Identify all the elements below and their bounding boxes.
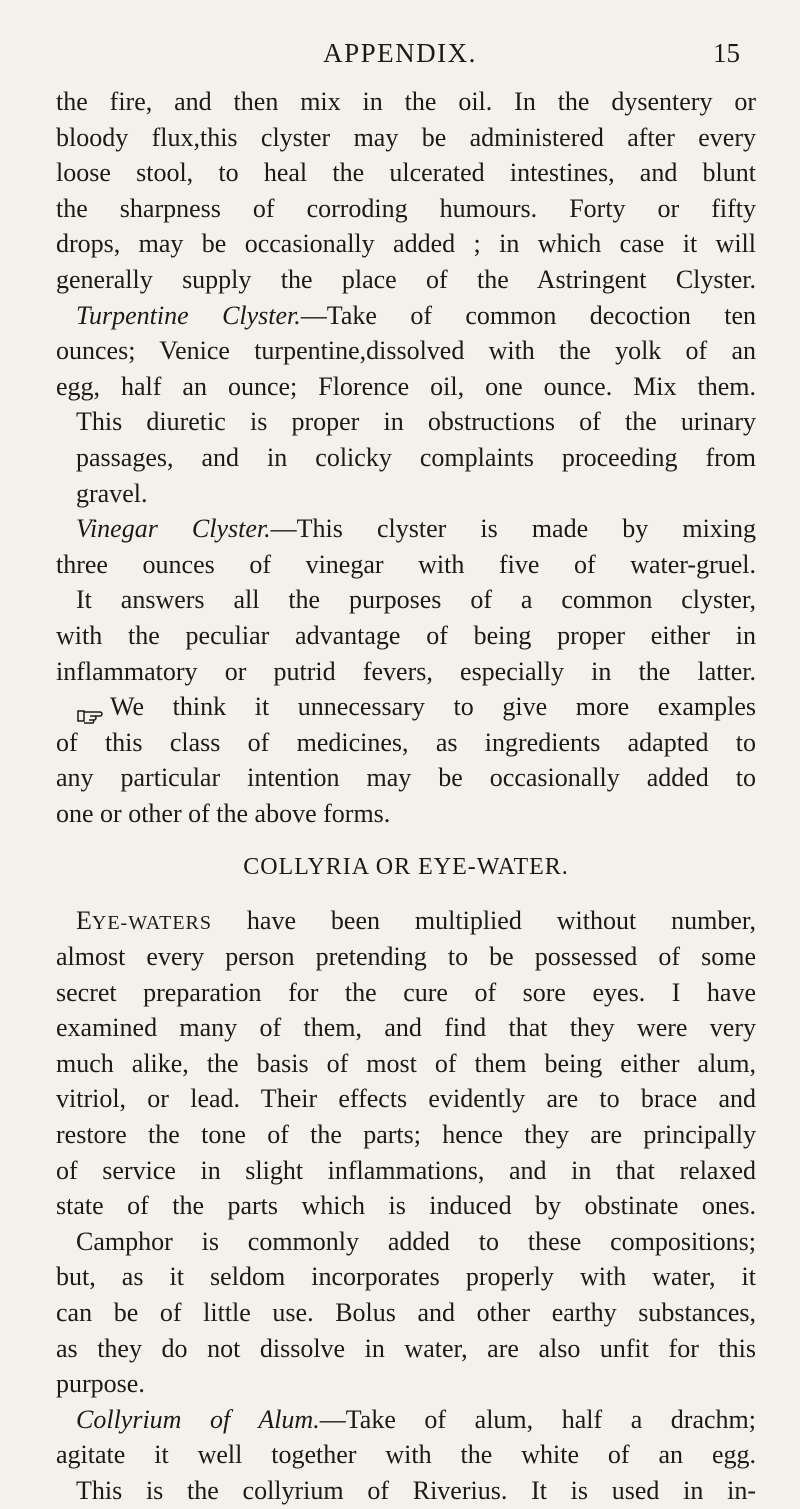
recipe-title: Vinegar Clyster.: [76, 514, 271, 544]
text-line: inflammatory or putrid fevers, especially in the latter.: [56, 656, 756, 686]
text-line: This diuretic is proper in obstructions of the urinary: [76, 407, 756, 437]
text-line: the fire, and then mix in the oil. In the dysentery or: [56, 87, 756, 116]
recipe-title: Collyrium of Alum.: [76, 1404, 320, 1434]
text-line: as they do not dissolve in water, are also unfit for this: [56, 1333, 756, 1363]
text-line: restore the tone of the parts; hence they are principally: [56, 1120, 756, 1150]
text-line: passages, and in colicky complaints proceeding from: [76, 442, 756, 472]
text-line: much alike, the basis of most of them being either alum,: [56, 1048, 756, 1078]
text-line: drops, may be occasionally added ; in which case it will: [56, 229, 756, 259]
text-line: can be of little use. Bolus and other earthy substances,: [56, 1298, 756, 1327]
text-line: gravel.: [76, 478, 148, 508]
text-line: This is the collyrium of Riverius. It is used in in-: [76, 1475, 756, 1505]
text-line: [56, 1402, 756, 1438]
small-caps-lead: YE-WATERS: [91, 912, 212, 935]
small-caps-lead-cap: E: [76, 906, 92, 936]
text-span: —Take of alum, half a drachm;: [319, 1404, 756, 1434]
text-line: ounces; Venice turpentine,dissolved with the yolk of an: [56, 336, 756, 366]
text-line: agitate it well together with the white of an egg.: [56, 1440, 756, 1470]
page-header: [0, 38, 800, 72]
text-line: almost every person pretending to be possessed of some: [56, 942, 756, 972]
text-line: [56, 689, 756, 725]
text-line: one or other of the above forms.: [56, 798, 391, 828]
text-line: the sharpness of corroding humours. Forty or fifty: [56, 193, 756, 223]
text-line: generally supply the place of the Astringent Clyster.: [56, 264, 756, 294]
text-span: —This clyster is made by mixing: [270, 514, 756, 544]
text-line: [56, 903, 756, 939]
text-line: secret preparation for the cure of sore eyes. I have: [56, 977, 756, 1007]
text-line: any particular intention may be occasionally added to: [56, 763, 756, 793]
text-line: of service in slight inflammations, and in that relaxed: [56, 1155, 756, 1185]
text-line: bloody flux,this clyster may be administered after every: [56, 122, 756, 152]
text-line: three ounces of vinegar with five of water-gruel.: [56, 549, 756, 579]
text-line: egg, half an ounce; Florence oil, one ounce. Mix them.: [56, 371, 756, 401]
body-text: [56, 84, 756, 1509]
text-line: but, as it seldom incorporates properly with water, it: [56, 1262, 756, 1292]
text-span: have been multiplied without number,: [212, 906, 756, 936]
text-line: purpose.: [56, 1369, 145, 1399]
spacer: [56, 889, 756, 903]
text-line: of this class of medicines, as ingredients adapted to: [56, 727, 756, 757]
text-line: [56, 298, 756, 334]
text-line: Camphor is commonly added to these compositions;: [76, 1226, 756, 1256]
text-line: vitriol, or lead. Their effects evidently are to brace and: [56, 1084, 756, 1114]
page-number: 15: [713, 38, 740, 68]
section-heading: COLLYRIA OR EYE-WATER.: [243, 854, 569, 881]
text-line: [56, 511, 756, 547]
text-span: —Take of common decoction ten: [300, 300, 756, 330]
text-line: It answers all the purposes of a common clyster,: [76, 585, 756, 615]
text-span: We think it unnecessary to give more examples: [110, 692, 756, 722]
recipe-title: Turpentine Clyster.: [76, 300, 301, 330]
text-line: state of the parts which is induced by obstinate ones.: [56, 1191, 756, 1221]
text-line: examined many of them, and find that they were very: [56, 1013, 756, 1043]
text-line: loose stool, to heal the ulcerated intestines, and blunt: [56, 158, 756, 188]
text-line: with the peculiar advantage of being proper either in: [56, 620, 756, 650]
running-head: APPENDIX.: [323, 38, 477, 68]
spacer: [56, 831, 756, 845]
pointing-hand-icon: [76, 699, 106, 719]
